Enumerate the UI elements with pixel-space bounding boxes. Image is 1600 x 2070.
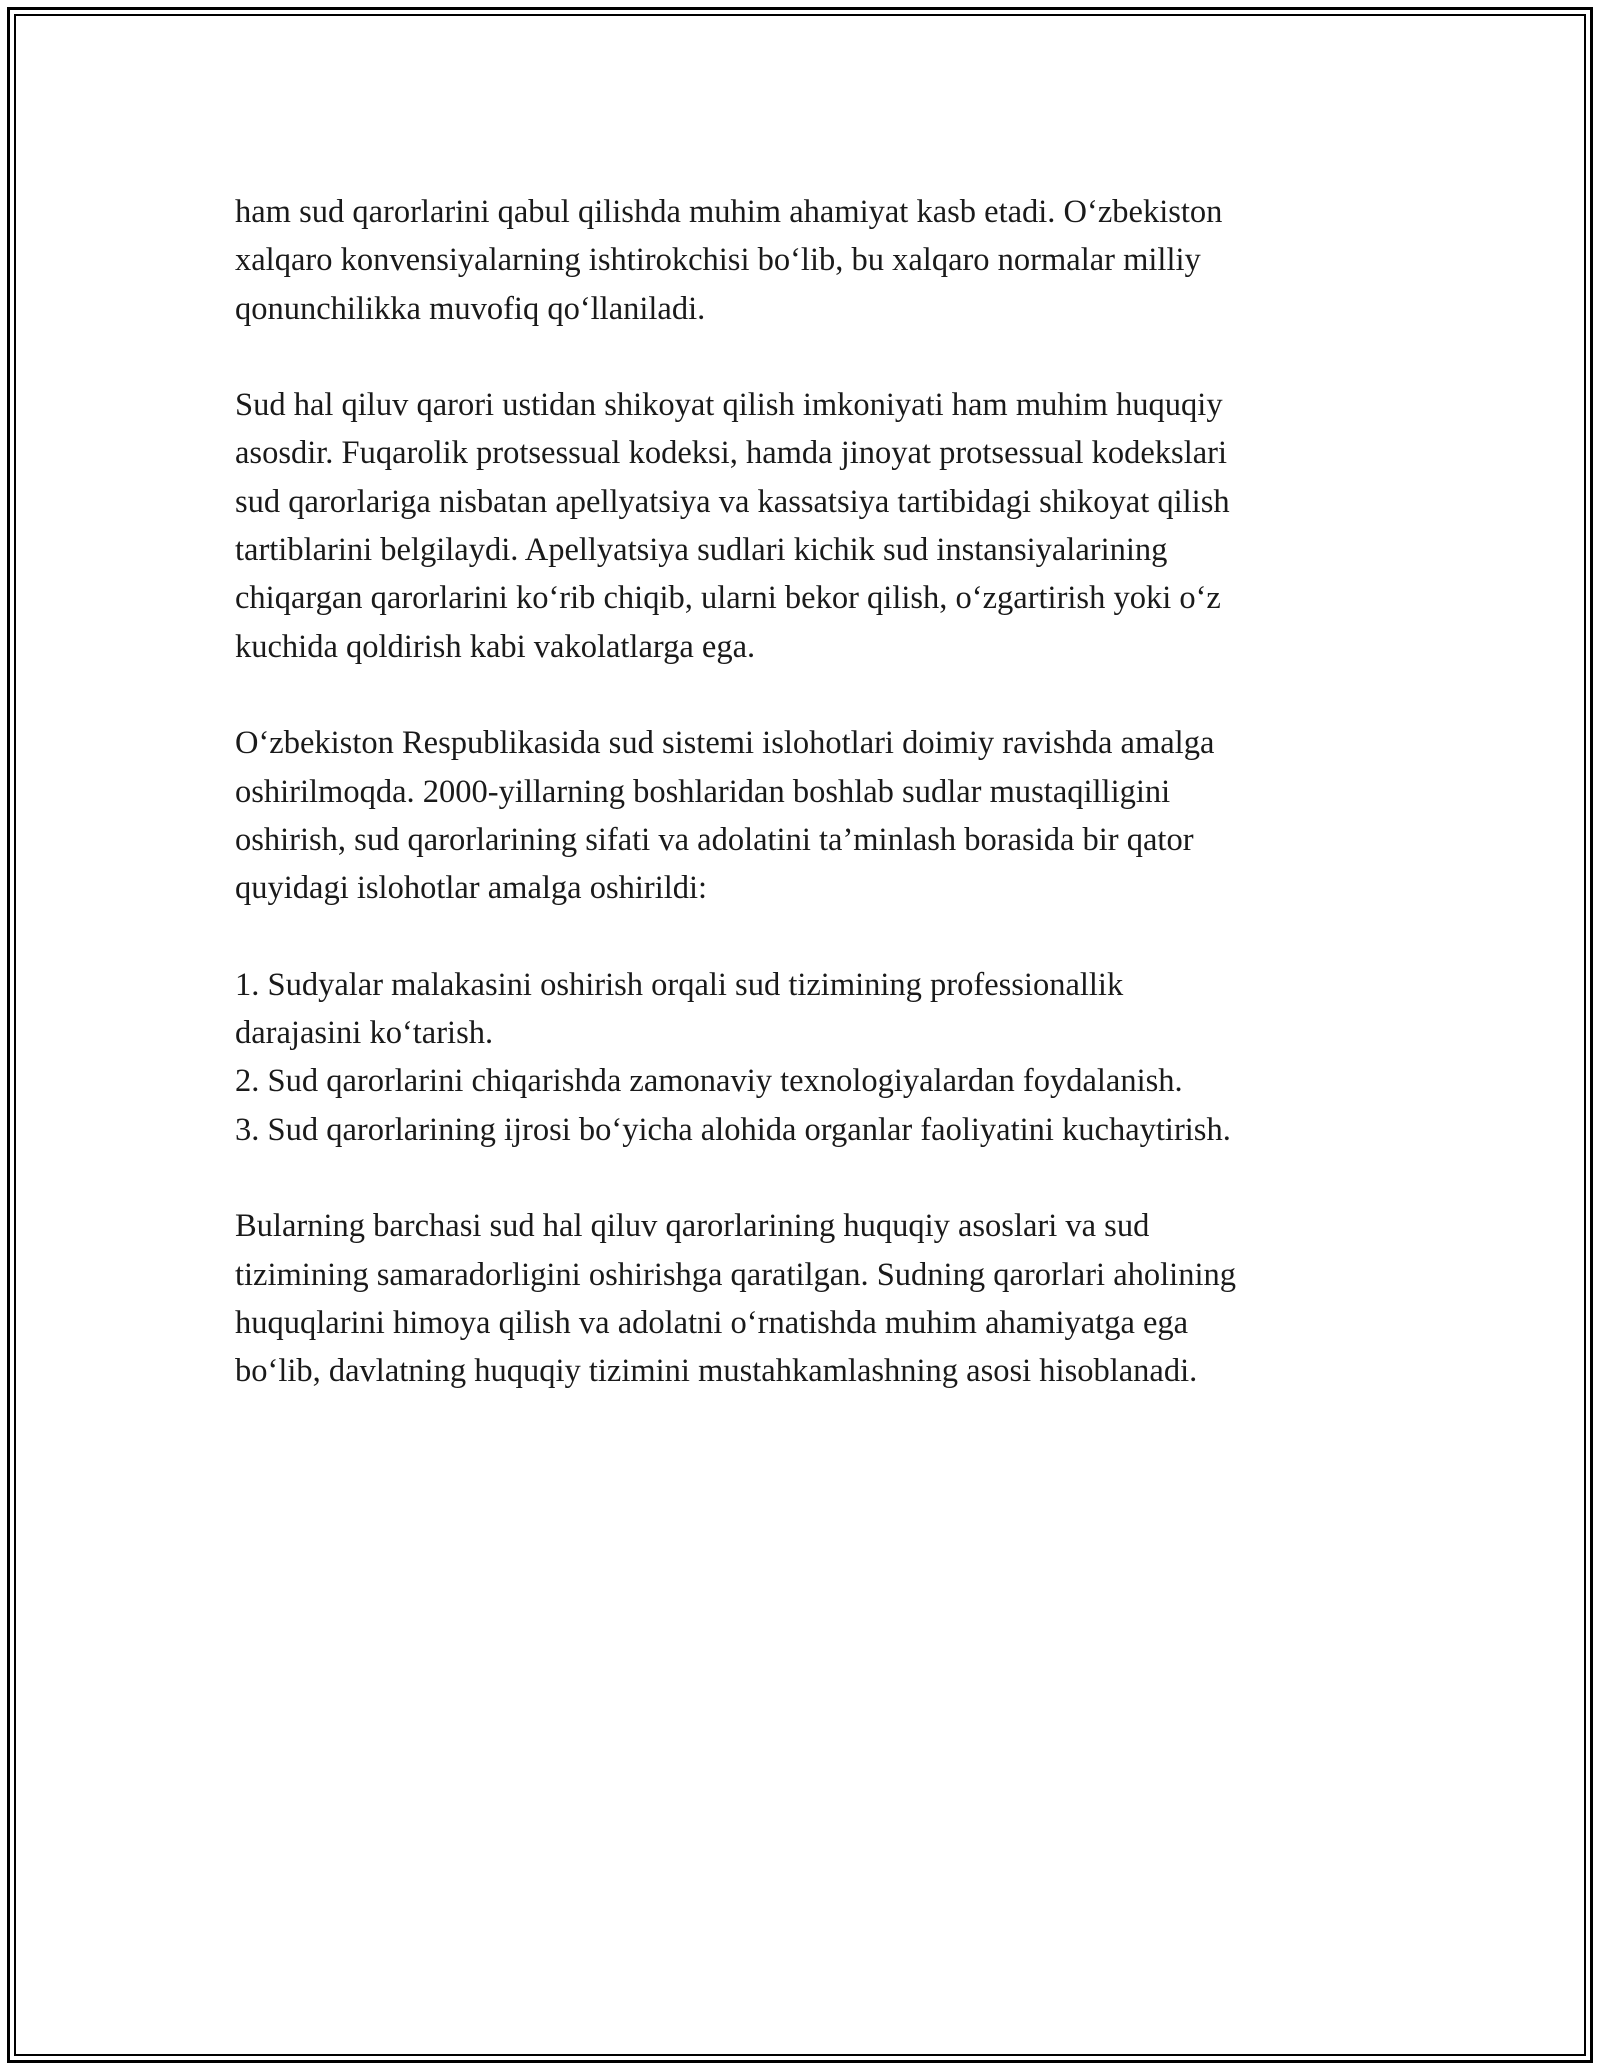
text-line: Bularning barchasi sud hal qiluv qarorlarining huquqiy asoslari va sud [235,1208,1150,1245]
document-body [235,188,1415,1444]
text-line: tizimining samaradorligini oshirishga qaratilgan. Sudning qarorlari aholining [235,1256,1236,1293]
text-line: quyidagi islohotlar amalga oshirildi: [235,870,708,907]
text-line: kuchida qoldirish kabi vakolatlarga ega. [235,628,756,665]
text-line: chiqargan qarorlarini ko‘rib chiqib, ularni bekor qilish, o‘zgartirish yoki o‘z [235,580,1221,617]
text-line: qonunchilikka muvofiq qo‘llaniladi. [235,290,706,327]
text-line: xalqaro konvensiyalarning ishtirokchisi bo‘lib, bu xalqaro normalar milliy [235,242,1201,279]
list-item: 3. Sud qarorlarining ijrosi bo‘yicha alohida organlar faoliyatini kuchaytirish. [235,1111,1231,1148]
text-line: asosdir. Fuqarolik protsessual kodeksi, hamda jinoyat protsessual kodekslari [235,435,1228,472]
text-line: bo‘lib, davlatning huquqiy tizimini mustahkamlashning asosi hisoblanadi. [235,1353,1198,1390]
paragraph-appeals [235,381,1415,671]
text-line: ham sud qarorlarini qabul qilishda muhim ahamiyat kasb etadi. O‘zbekiston [235,194,1223,230]
paragraph-conclusion [235,1202,1415,1395]
text-line: huquqlarini himoya qilish va adolatni o‘rnatishda muhim ahamiyatga ega [235,1304,1189,1341]
list-item-continuation: darajasini ko‘tarish. [235,1015,494,1052]
text-line: tartiblarini belgilaydi. Apellyatsiya sudlari kichik sud instansiyalarining [235,532,1168,569]
reform-list [235,961,1415,1154]
text-line: oshirilmoqda. 2000-yillarning boshlaridan boshlab sudlar mustaqilligini [235,773,1171,810]
text-line: oshirish, sud qarorlarining sifati va adolatini ta’minlash borasida bir qator [235,821,1194,858]
paragraph-conventions [235,188,1415,333]
text-line: Sud hal qiluv qarori ustidan shikoyat qilish imkoniyati ham muhim huquqiy [235,387,1223,424]
paragraph-reforms [235,719,1415,912]
list-item: 1. Sudyalar malakasini oshirish orqali sud tizimining professionallik [235,966,1124,1003]
text-line: sud qarorlariga nisbatan apellyatsiya va kassatsiya tartibidagi shikoyat qilish [235,483,1230,520]
text-line: O‘zbekiston Respublikasida sud sistemi islohotlari doimiy ravishda amalga [235,725,1215,762]
list-item: 2. Sud qarorlarini chiqarishda zamonaviy texnologiyalardan foydalanish. [235,1063,1183,1100]
